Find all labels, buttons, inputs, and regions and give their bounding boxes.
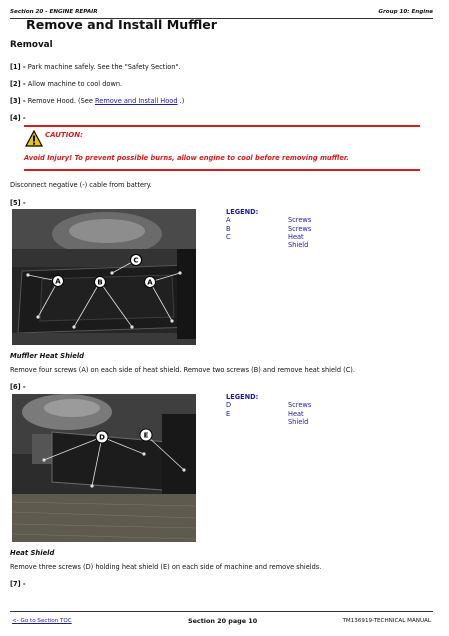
callout-C	[131, 255, 142, 266]
heat-shield-photo	[12, 394, 196, 542]
legend-title: LEGEND:	[226, 393, 259, 401]
step-number: [5] -	[10, 199, 26, 207]
callout-A-left	[53, 276, 64, 287]
section-title: Section 20 - ENGINE REPAIR	[10, 9, 98, 15]
callout-label: A	[55, 277, 61, 286]
legend-row	[226, 401, 312, 410]
go-to-section-toc-link[interactable]: <- Go to Section TOC	[12, 618, 72, 624]
step-text: Park machine safely. See the "Safety Section".	[27, 63, 181, 71]
step-number: [4] -	[10, 114, 26, 122]
legend-key: D	[226, 401, 232, 409]
warning-triangle-icon	[25, 130, 43, 147]
caution-top-rule	[24, 125, 420, 127]
figure-2-caption: Heat Shield	[10, 549, 55, 557]
step-number: [1] -	[10, 63, 26, 71]
callout-label: C	[133, 256, 139, 265]
legend-value: Screws	[288, 216, 312, 224]
step-2	[10, 80, 122, 88]
step-6	[10, 383, 26, 391]
step-number: [2] -	[10, 80, 26, 88]
step-5	[10, 199, 26, 207]
legend-value: Heat Shield	[288, 409, 309, 426]
page-footer	[10, 611, 433, 630]
legend-key: B	[226, 224, 231, 233]
callout-A-right	[145, 277, 156, 288]
caution-text: Avoid Injury! To prevent possible burns, allow engine to cool before removing muffler.	[24, 154, 349, 162]
legend-key: A	[226, 216, 231, 224]
callout-label: E	[143, 431, 149, 440]
caution-bottom-rule	[24, 169, 420, 171]
step-4	[10, 114, 26, 122]
callout-E	[140, 429, 152, 441]
removal-heading: Removal	[10, 40, 53, 50]
step-text: Allow machine to cool down.	[27, 80, 123, 88]
figure-2-description: Remove three screws (D) holding heat shield (E) on each side of machine and remove shields.	[10, 563, 322, 571]
callout-D	[96, 431, 108, 443]
legend-value: Screws	[288, 224, 312, 233]
step-1	[10, 63, 181, 71]
legend-row	[226, 224, 312, 234]
caution-label: CAUTION:	[45, 131, 83, 139]
figure-1-caption: Muffler Heat Shield	[10, 352, 85, 360]
legend-key: C	[226, 233, 231, 242]
step-number: [3] -	[10, 97, 26, 105]
legend-value: Heat Shield	[288, 233, 309, 250]
legend-value: Screws	[288, 401, 312, 409]
legend-figure-2	[226, 393, 312, 426]
callout-label: B	[97, 278, 103, 287]
step-number: [6] -	[10, 383, 26, 391]
figure-1-description: Remove four screws (A) on each side of heat shield. Remove two screws (B) and remove heat shield (C).	[10, 366, 355, 374]
legend-figure-1	[226, 208, 312, 250]
step-number: [7] -	[10, 580, 26, 588]
step-text-pre: Remove Hood. (See	[27, 97, 95, 105]
legend-key: E	[226, 409, 231, 418]
page-title: Remove and Install Muffler	[26, 17, 218, 32]
legend-row	[226, 409, 309, 426]
disconnect-battery-text: Disconnect negative (-) cable from battery.	[10, 181, 152, 189]
group-title: Group 10: Engine	[378, 9, 433, 15]
step-7	[10, 580, 26, 588]
step-text-post: .)	[177, 97, 185, 105]
page-number: Section 20 page 10	[188, 617, 258, 625]
legend-row	[226, 233, 309, 250]
remove-install-hood-link[interactable]: Remove and Install Hood	[95, 97, 178, 105]
legend-row	[226, 216, 312, 225]
muffler-heat-shield-photo	[12, 209, 196, 345]
legend-title: LEGEND:	[226, 208, 259, 216]
step-3	[10, 97, 184, 105]
callout-label: A	[147, 278, 153, 287]
callout-B	[95, 277, 106, 288]
manual-id: TM136919-TECHNICAL MANUAL	[342, 618, 431, 624]
callout-label: D	[99, 433, 105, 442]
